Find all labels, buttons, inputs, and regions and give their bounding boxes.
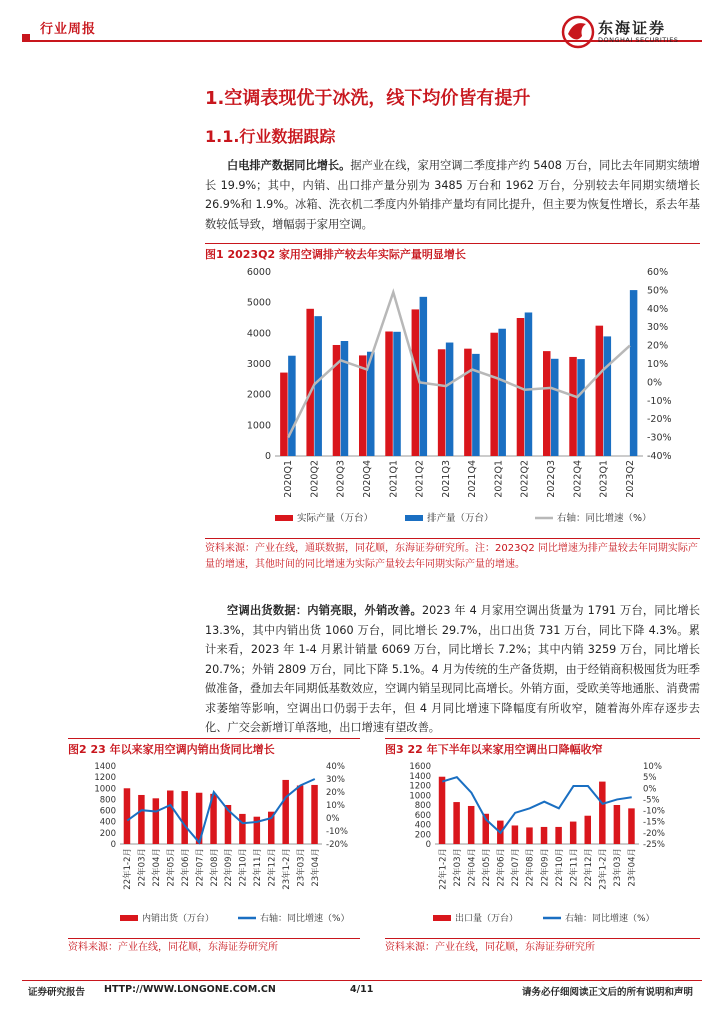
- y-tick-label: 1000: [409, 791, 431, 802]
- bar-primary: [526, 827, 533, 844]
- x-tick-label: 23年1-2月: [598, 848, 609, 890]
- footer-disclaimer: 请务必仔细阅读正文后的所有说明和声明: [522, 987, 694, 998]
- legend-label: 出口量（万台）: [455, 914, 519, 924]
- y-tick-label: 0: [425, 840, 431, 850]
- y-tick-label: 5000: [246, 297, 271, 309]
- x-tick-label: 23年03月: [613, 848, 624, 887]
- bar-primary: [311, 785, 318, 844]
- y2-tick-label: -25%: [643, 840, 665, 850]
- y2-tick-label: -40%: [647, 451, 672, 462]
- footer-label: 证券研究报告: [28, 987, 86, 998]
- bar-primary: [439, 777, 446, 844]
- bar-primary: [596, 326, 604, 456]
- x-tick-label: 2023Q2: [624, 460, 636, 498]
- bar-primary: [585, 816, 592, 844]
- x-tick-label: 2021Q2: [414, 460, 426, 498]
- x-tick-label: 22年1-2月: [123, 848, 134, 890]
- bar-primary: [614, 805, 621, 844]
- fig1-bottom-rule: [205, 538, 700, 539]
- y2-tick-label: 30%: [326, 775, 345, 785]
- bar-primary: [412, 309, 420, 456]
- y2-tick-label: 0%: [647, 377, 663, 389]
- y2-tick-label: 50%: [647, 285, 669, 297]
- footer-url[interactable]: HTTP://WWW.LONGONE.COM.CN: [104, 984, 276, 995]
- y-tick-label: 200: [414, 830, 431, 841]
- x-tick-label: 22年12月: [584, 848, 594, 887]
- bar-primary: [124, 788, 131, 844]
- bar-secondary: [604, 336, 612, 456]
- x-tick-label: 22年10月: [238, 848, 249, 887]
- y2-tick-label: 40%: [647, 303, 669, 315]
- bar-primary: [282, 780, 289, 844]
- page-number: 4/11: [350, 984, 374, 995]
- y2-tick-label: 0%: [643, 784, 657, 795]
- bar-primary: [138, 795, 145, 844]
- y-tick-label: 0: [110, 840, 116, 850]
- y-tick-label: 4000: [246, 328, 271, 340]
- x-tick-label: 22年11月: [569, 848, 580, 887]
- bar-secondary: [314, 316, 322, 456]
- y-tick-label: 6000: [246, 267, 271, 278]
- y2-tick-label: -20%: [643, 828, 665, 839]
- fig2-top-rule: [68, 738, 360, 739]
- legend-label: 实际产量（万台）: [297, 513, 374, 524]
- bar-primary: [359, 355, 367, 456]
- bar-primary: [153, 798, 160, 844]
- bar-primary: [306, 309, 314, 456]
- x-tick-label: 22年03月: [452, 848, 463, 887]
- legend-label: 内销出货（万台）: [142, 914, 215, 924]
- y2-tick-label: -20%: [326, 840, 348, 850]
- x-tick-label: 22年11月: [253, 848, 264, 887]
- y2-tick-label: -15%: [643, 817, 665, 828]
- y2-tick-label: -10%: [326, 827, 348, 837]
- subsection-heading: 1.1.行业数据跟踪: [205, 127, 336, 146]
- x-tick-label: 22年10月: [554, 848, 565, 887]
- bar-primary: [464, 349, 472, 456]
- fig1-source: 资料来源：产业在线，通联数据，同花顺，东海证券研究所。注：2023Q2 同比增速为排产量较去年同期实际产量的增速，其他时间的同比增速为实际产量较去年同期实际产量的增速。: [205, 543, 698, 570]
- fig2-bottom-rule: [68, 938, 360, 939]
- y-tick-label: 200: [99, 828, 116, 839]
- logo-chinese: 东海证券: [598, 19, 667, 37]
- bar-primary: [570, 822, 577, 844]
- x-tick-label: 2021Q1: [388, 460, 400, 498]
- x-tick-label: 22年04月: [467, 848, 478, 887]
- bar-secondary: [525, 312, 533, 456]
- x-tick-label: 22年09月: [540, 848, 551, 887]
- footer-rule: [22, 980, 702, 981]
- fig1-title: 图1 2023Q2 家用空调排产较去年实际产量明显增长: [205, 248, 466, 261]
- section-heading: 1.空调表现优于冰洗，线下均价皆有提升: [205, 88, 531, 109]
- bar-primary: [280, 373, 288, 456]
- paragraph-lead: 空调出货数据：内销亮眼，外销改善。: [227, 604, 423, 617]
- x-tick-label: 22年07月: [511, 848, 522, 887]
- fig3-bottom-rule: [385, 938, 700, 939]
- legend-swatch: [275, 515, 293, 521]
- y2-tick-label: -10%: [643, 806, 665, 817]
- paragraph-body: 2023 年 4 月家用空调出货量为 1791 万台，同比增长 13.3%，其中内销出货 1060 万台，同比增长 29.7%，出口出货 731 万台，同比下降 4.3%。累计来看，2023 年 1-4 月累计销量 6069 万台，同比增长 7.2%；其中内销 3259 万台，同比增长 20.7%；外销 2809 万台，同比下降 5.1%。4 月为传统的生产备货期，由于经销商积极囤货为旺季做准备，叠加去年同期低基数效应，空调内销呈现同比高增长。外销方面，受欧美等地通胀、消费需求萎缩等影响，空调出口仍弱于去年，但 4 月同比增速下降幅度有所收窄，随着海外库存逐步去化、广交会新增订单落地，出口增速有望改善。: [205, 604, 700, 734]
- legend-swatch: [433, 915, 451, 921]
- x-tick-label: 2022Q1: [493, 460, 505, 498]
- fig2-title: 图2 23 年以来家用空调内销出货同比增长: [68, 743, 275, 756]
- fig3-title: 图3 22 年下半年以来家用空调出口降幅收窄: [385, 743, 603, 756]
- x-tick-label: 22年06月: [496, 848, 507, 887]
- x-tick-label: 2020Q3: [335, 460, 347, 498]
- y2-tick-label: 30%: [647, 322, 669, 334]
- bar-secondary: [420, 297, 428, 456]
- bar-primary: [541, 827, 548, 844]
- x-tick-label: 2022Q3: [546, 460, 557, 498]
- bar-primary: [543, 351, 551, 456]
- y-tick-label: 400: [99, 817, 116, 828]
- y2-tick-label: 10%: [643, 762, 662, 772]
- y2-tick-label: 10%: [647, 359, 669, 370]
- bar-primary: [555, 827, 562, 844]
- y2-tick-label: -20%: [647, 414, 672, 426]
- y2-tick-label: 20%: [647, 340, 669, 352]
- x-tick-label: 23年04月: [310, 848, 321, 887]
- x-tick-label: 22年06月: [180, 848, 191, 887]
- y-tick-label: 0: [264, 451, 271, 462]
- fig1-top-rule: [205, 243, 700, 244]
- y2-tick-label: -10%: [647, 395, 672, 407]
- bar-primary: [239, 814, 246, 844]
- y-tick-label: 600: [414, 810, 431, 821]
- bar-secondary: [341, 341, 349, 456]
- x-tick-label: 2020Q4: [362, 460, 373, 498]
- bar-primary: [490, 333, 498, 456]
- x-tick-label: 22年09月: [224, 848, 235, 887]
- y-tick-label: 1400: [94, 762, 116, 772]
- y-tick-label: 1600: [409, 762, 431, 772]
- x-tick-label: 22年1-2月: [438, 848, 449, 890]
- paragraph-lead: 白电排产数据同比增长。: [227, 159, 351, 172]
- bar-primary: [468, 806, 475, 844]
- legend-label: 右轴：同比增速（%）: [260, 914, 350, 924]
- x-tick-label: 2023Q1: [598, 460, 610, 498]
- y-tick-label: 1200: [94, 773, 116, 784]
- fig3-top-rule: [385, 738, 700, 739]
- bar-primary: [167, 791, 174, 844]
- y2-tick-label: -5%: [643, 795, 660, 806]
- y-tick-label: 600: [99, 806, 116, 817]
- y2-tick-label: 5%: [643, 773, 657, 784]
- legend-swatch: [405, 515, 423, 521]
- legend-label: 右轴：同比增速（%）: [557, 513, 652, 524]
- fig1-chart: [205, 262, 700, 534]
- bar-primary: [569, 357, 577, 456]
- x-tick-label: 23年1-2月: [281, 848, 292, 890]
- fig3-chart: [385, 756, 700, 936]
- bar-secondary: [498, 329, 506, 456]
- bar-primary: [512, 825, 518, 844]
- x-tick-label: 22年03月: [137, 848, 148, 887]
- x-tick-label: 2022Q4: [572, 460, 584, 498]
- bar-primary: [385, 331, 393, 456]
- x-tick-label: 2022Q2: [519, 460, 531, 498]
- report-type-tag: 行业周报: [40, 22, 97, 37]
- bar-secondary: [393, 332, 401, 456]
- y-tick-label: 400: [414, 820, 431, 831]
- x-tick-label: 22年12月: [267, 848, 278, 887]
- paragraph-body: 据产业在线，家用空调二季度排产约 5408 万台，同比去年同期实绩增长 19.9%；其中，内销、出口排产量分别为 3485 万台和 1962 万台，分别较去年同期实绩增长 26.9%和 1.9%。冰箱、洗衣机二季度内外销排产量均有同比提升，但主要为恢复性增长，系去年基数较低导致，增幅弱于家用空调。: [205, 159, 700, 231]
- dragon-logo-icon: [560, 14, 596, 50]
- fig2-chart: [68, 756, 360, 936]
- x-tick-label: 22年05月: [482, 848, 492, 887]
- legend-label: 右轴：同比增速（%）: [565, 914, 655, 924]
- y-tick-label: 1400: [409, 771, 431, 782]
- x-tick-label: 2021Q4: [467, 460, 479, 498]
- bar-secondary: [288, 356, 296, 456]
- x-tick-label: 2020Q1: [283, 460, 295, 498]
- y-tick-label: 1000: [94, 784, 116, 795]
- y-tick-label: 2000: [246, 389, 271, 401]
- bar-secondary: [630, 290, 638, 456]
- y2-tick-label: -30%: [647, 432, 672, 444]
- x-tick-label: 22年04月: [152, 848, 163, 887]
- x-tick-label: 23年04月: [627, 848, 638, 887]
- bar-primary: [628, 808, 635, 844]
- bar-primary: [599, 782, 606, 844]
- bar-primary: [438, 349, 446, 456]
- fig2-source: 资料来源：产业在线，同花顺，东海证券研究所: [68, 942, 278, 953]
- paragraph-shipments: [205, 601, 700, 738]
- legend-swatch: [120, 915, 138, 921]
- bar-secondary: [577, 359, 585, 456]
- y-tick-label: 800: [414, 801, 431, 811]
- x-tick-label: 2020Q2: [309, 460, 321, 498]
- bar-primary: [181, 791, 188, 844]
- legend-label: 排产量（万台）: [427, 513, 494, 524]
- y-tick-label: 1000: [246, 420, 271, 432]
- y2-tick-label: 20%: [326, 788, 345, 798]
- logo-english: DONGHAI SECURITIES: [598, 36, 679, 44]
- y2-tick-label: 60%: [647, 267, 669, 278]
- x-tick-label: 22年05月: [166, 848, 177, 887]
- x-tick-label: 22年08月: [525, 848, 536, 887]
- x-tick-label: 22年07月: [195, 848, 206, 887]
- x-tick-label: 22年08月: [209, 848, 220, 887]
- y2-tick-label: 0%: [326, 814, 340, 824]
- y2-tick-label: 10%: [326, 801, 345, 811]
- y-tick-label: 1200: [409, 781, 431, 792]
- bar-primary: [453, 802, 460, 844]
- bar-secondary: [446, 343, 454, 456]
- bar-primary: [297, 786, 304, 845]
- y-tick-label: 3000: [246, 359, 271, 370]
- y2-tick-label: 40%: [326, 762, 345, 772]
- x-tick-label: 23年03月: [296, 848, 307, 887]
- bar-secondary: [551, 359, 559, 456]
- x-tick-label: 2021Q3: [440, 460, 452, 498]
- fig3-source: 资料来源：产业在线，同花顺，东海证券研究所: [385, 942, 595, 953]
- y-tick-label: 800: [99, 795, 116, 806]
- paragraph-production: [205, 156, 700, 234]
